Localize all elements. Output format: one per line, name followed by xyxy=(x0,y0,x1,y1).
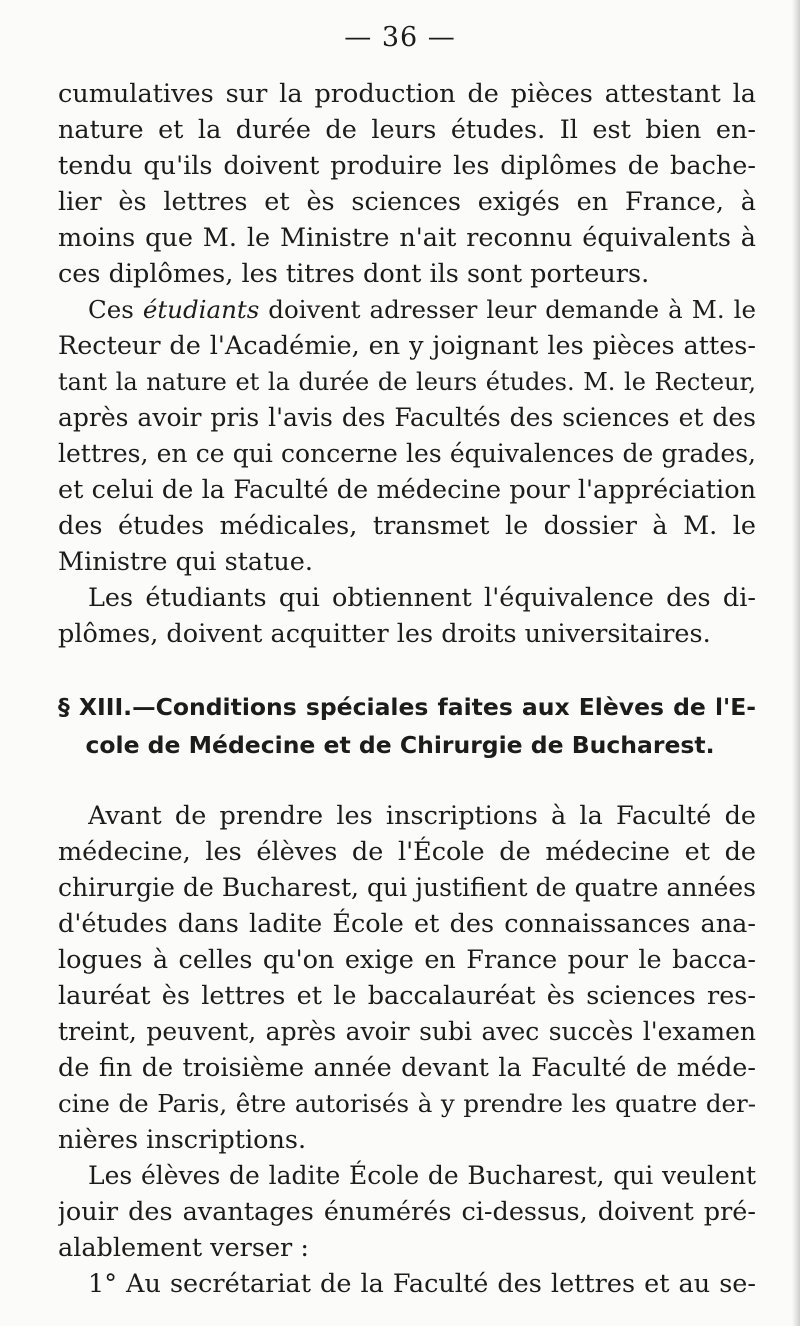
text-line: ces diplômes, les titres dont ils sont porteurs. xyxy=(58,259,650,289)
text-line: de fin de troisième année devant la Faculté de méde- xyxy=(58,1053,756,1083)
text-line xyxy=(88,292,756,328)
text-line: après avoir pris l'avis des Facultés des sciences et des xyxy=(58,403,756,432)
text-line: Recteur de l'Académie, en y joignant les pièces attes- xyxy=(58,331,756,361)
text-line: lier ès lettres et ès sciences exigés en France, à xyxy=(58,187,756,217)
text-line: des études médicales, transmet le dossier à M. le xyxy=(58,511,756,541)
text-line: et celui de la Faculté de médecine pour l'appréciation xyxy=(58,475,756,505)
text-line: treint, peuvent, après avoir subi avec succès l'examen xyxy=(58,1017,756,1046)
text-line: lauréat ès lettres et le baccalauréat ès sciences res- xyxy=(58,981,756,1011)
text-line: médecine, les élèves de l'École de médecine et de xyxy=(58,837,756,867)
text-line: Avant de prendre les inscriptions à la Faculté de xyxy=(88,801,756,831)
section-heading: § XIII.—Conditions spéciales faites aux Elèves de l'E- xyxy=(58,693,756,721)
emphasis-word: étudiants xyxy=(142,295,260,324)
text-line: 1° Au secrétariat de la Faculté des lettres et au se- xyxy=(88,1269,756,1299)
text-line: Les étudiants qui obtiennent l'équivalence des di- xyxy=(88,583,756,613)
section-heading: cole de Médecine et de Chirurgie de Bucharest. xyxy=(85,731,715,759)
text-line: plômes, doivent acquitter les droits universitaires. xyxy=(58,619,711,649)
text-line: jouir des avantages énumérés ci-dessus, doivent pré- xyxy=(58,1197,756,1227)
text-line: nières inscriptions. xyxy=(58,1125,307,1155)
text-line: alablement verser : xyxy=(58,1233,309,1263)
text-line: cine de Paris, être autorisés à y prendre les quatre der- xyxy=(58,1089,756,1118)
page-edge-shadow xyxy=(792,0,800,1326)
text-line: moins que M. le Ministre n'ait reconnu équivalents à xyxy=(58,223,756,253)
text-line: tendu qu'ils doivent produire les diplômes de bache- xyxy=(58,151,756,181)
text-line: logues à celles qu'on exige en France pour le bacca- xyxy=(58,945,756,975)
text-line: tant la nature et la durée de leurs études. M. le Recteur, xyxy=(58,368,756,396)
text-line: d'études dans ladite École et des connaissances ana- xyxy=(58,909,756,939)
text-line: chirurgie de Bucharest, qui justifient de quatre années xyxy=(58,873,756,902)
page-number: — 36 — xyxy=(344,22,456,53)
text-fragment: Ces xyxy=(88,295,143,324)
text-line: cumulatives sur la production de pièces attestant la xyxy=(58,79,756,109)
text-line: Ministre qui statue. xyxy=(58,547,313,577)
text-fragment: doivent adresser leur demande à M. le xyxy=(259,295,756,324)
text-line: lettres, en ce qui concerne les équivalences de grades, xyxy=(58,439,756,468)
text-line: Les élèves de ladite École de Bucharest, qui veulent xyxy=(88,1161,756,1190)
text-line: nature et la durée de leurs études. Il est bien en- xyxy=(58,115,756,145)
